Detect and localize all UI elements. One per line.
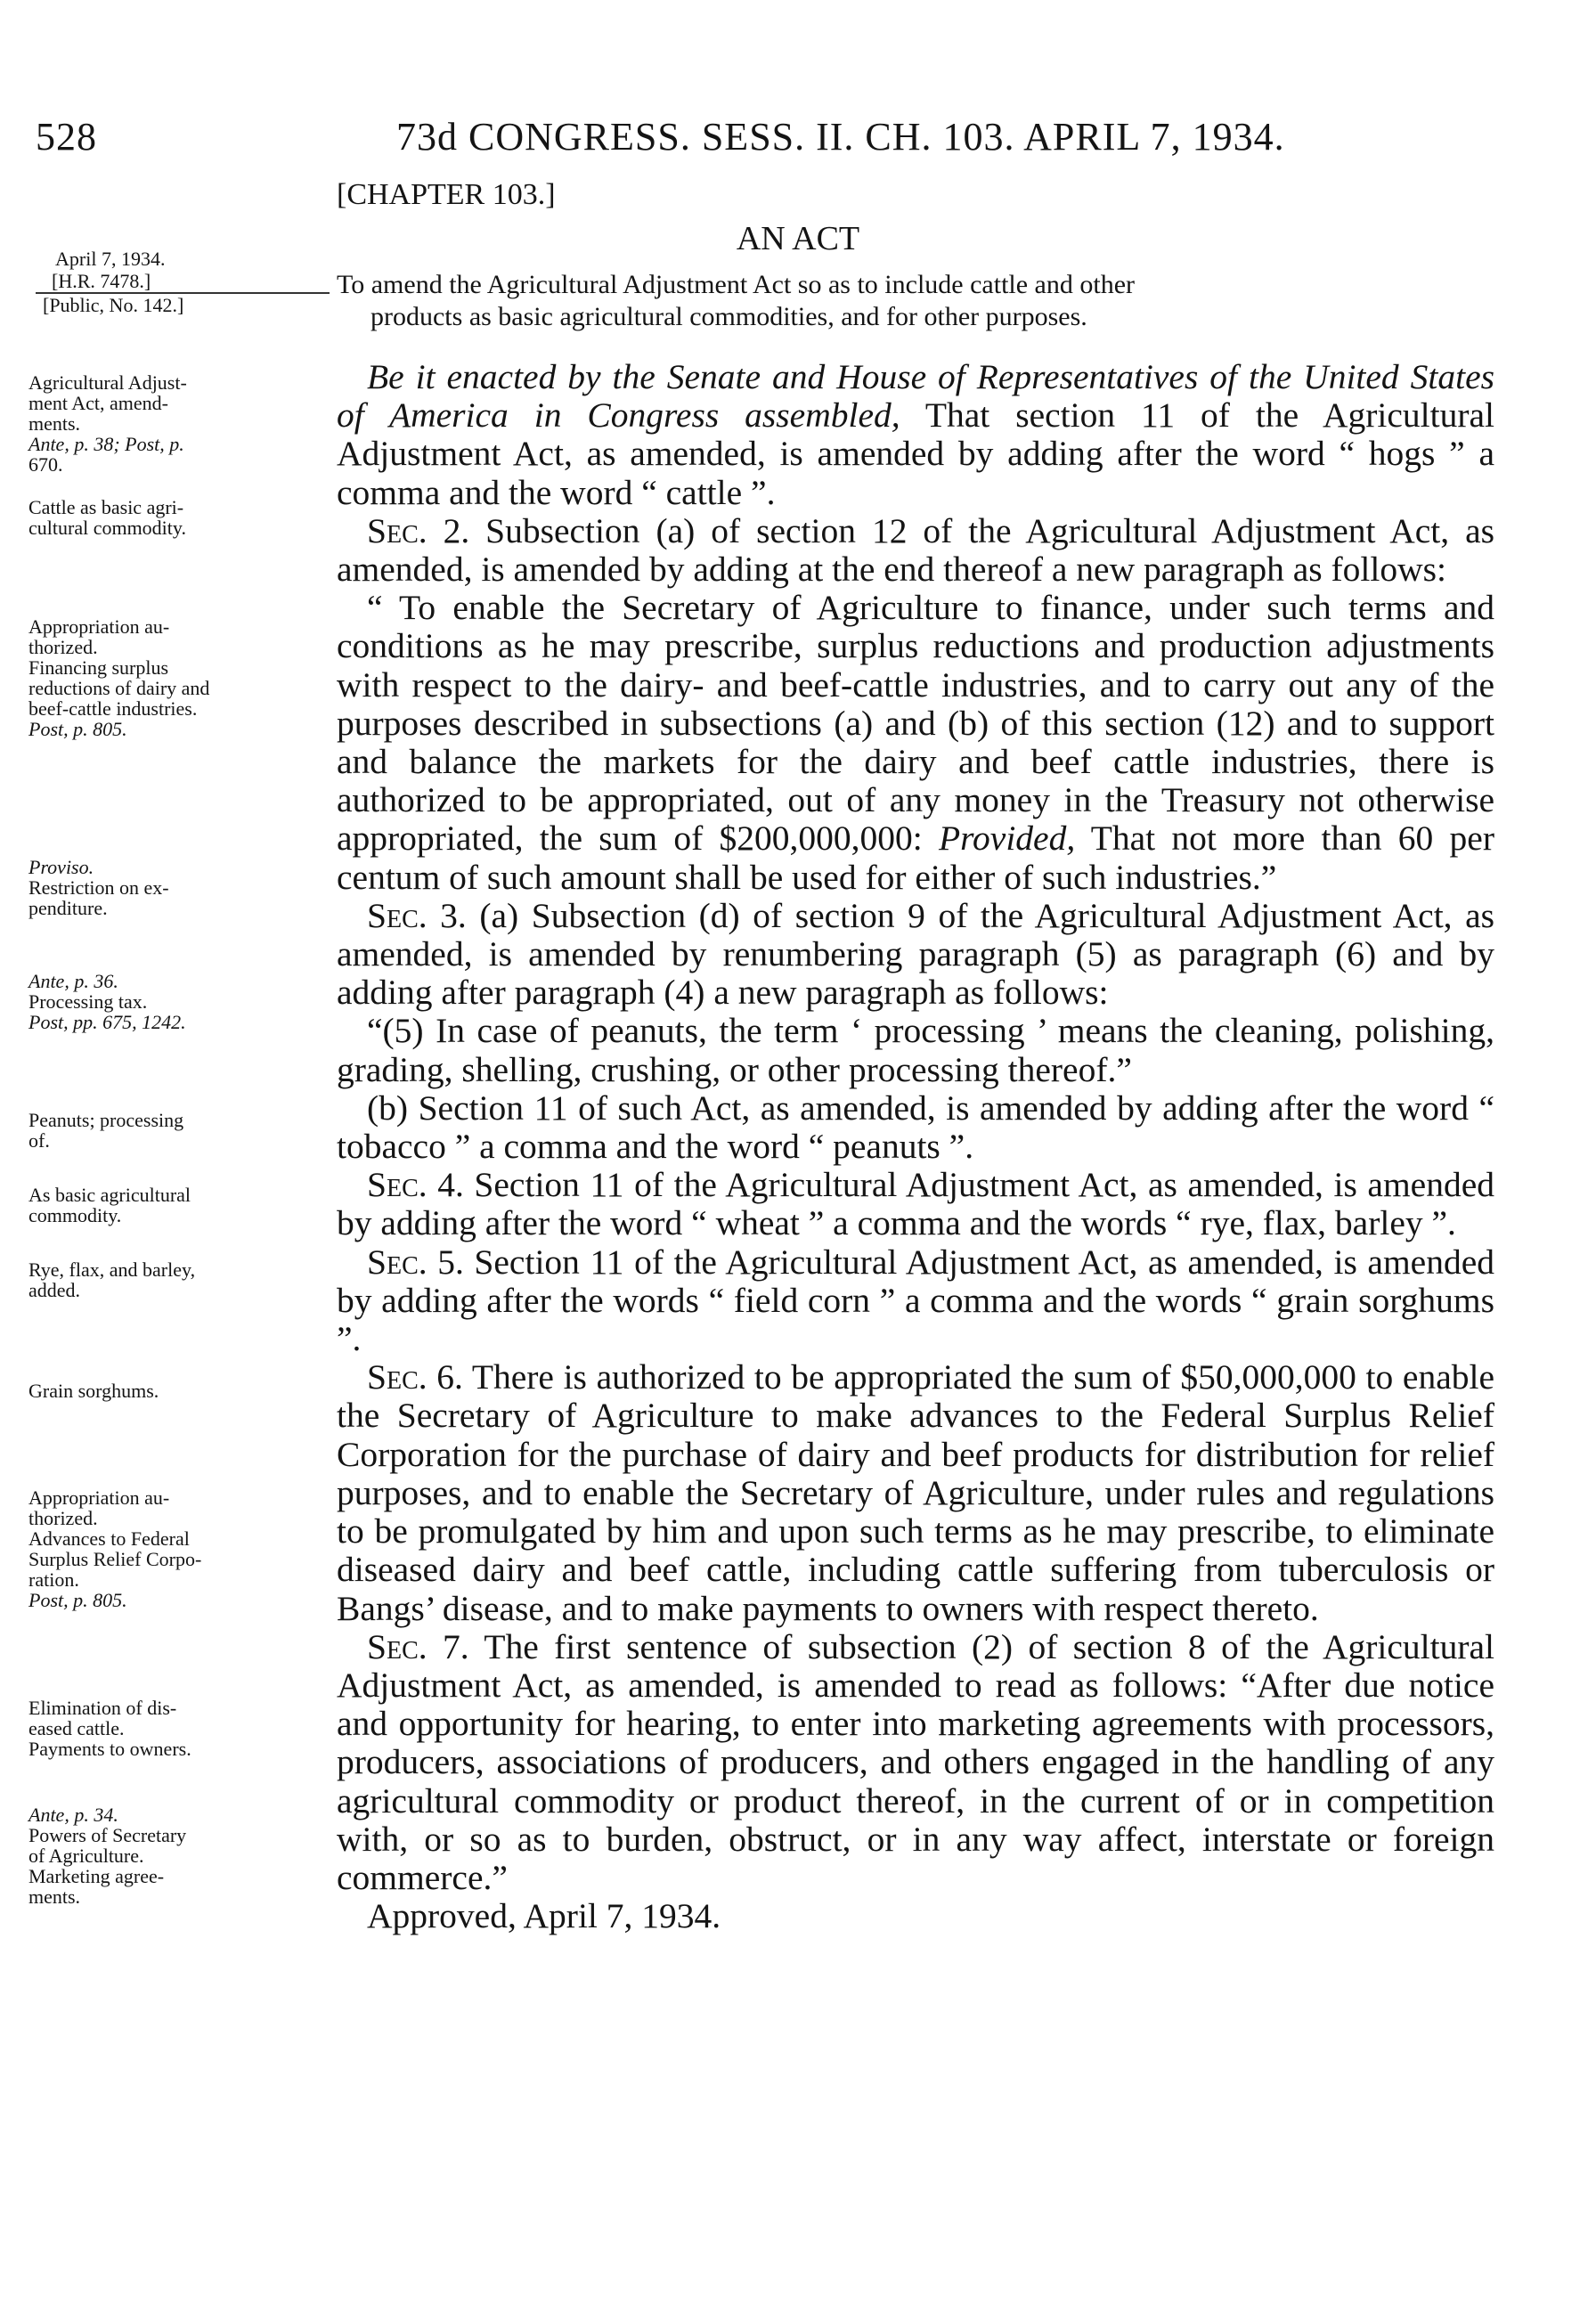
margin-note-line: Post, p. 805. <box>28 718 127 740</box>
section-2-quote-text: “ To enable the Secretary of Agriculture to finance, under such terms and conditions as he may prescribe, surplus reductions and production adjustments with respect to the dairy- and beef-cattle industries, and to carry out any of the purposes described in subsections (a) and (b) of this section (12) and to support and balance the markets for the dairy and beef cattle industries, there is authorized to be appropriated, out of any money in the Treasury not otherwise appropriated, the sum of $200,000,000: <box>337 588 1494 859</box>
margin-note-line: Post, pp. 675, 1242. <box>28 1011 186 1033</box>
section-3-quote <box>337 1012 1494 1088</box>
margin-note-line: of Agriculture. <box>28 1845 144 1867</box>
margin-note-line: As basic agricultural <box>28 1184 191 1206</box>
margin-note-adjustment-act <box>28 372 322 475</box>
margin-note-peanuts <box>28 1110 322 1151</box>
summary-line-1: To amend the Agricultural Adjustment Act so as to include cattle and other <box>337 270 1136 299</box>
section-6 <box>337 1358 1494 1627</box>
date-block <box>36 248 330 316</box>
margin-note-line: Post, p. 805. <box>28 1589 127 1611</box>
page-number: 528 <box>36 115 97 159</box>
margin-note-line: Rye, flax, and barley, <box>28 1258 196 1281</box>
margin-note-rye-flax-barley <box>28 1259 322 1300</box>
margin-note-line: Powers of Secretary <box>28 1824 187 1846</box>
act-heading: AN ACT <box>736 220 860 257</box>
margin-note-line: Surplus Relief Corpo- <box>28 1548 202 1570</box>
section-1-text: That section 11 of the Agricultural Adjustment Act, as amended, is amended by adding after the word “ hogs ” a comma and the word “ cattle ”. <box>337 395 1494 512</box>
proviso-word: Provided, <box>939 819 1076 859</box>
section-4-label: Sec. 4. <box>367 1165 464 1205</box>
section-2-quote-end: That not more than 60 per centum of such amount shall be used for either of such industries.” <box>337 819 1494 897</box>
margin-note-line: ment Act, amend- <box>28 392 169 414</box>
section-2 <box>337 512 1494 589</box>
section-3-quote-text: “(5) In case of peanuts, the term ‘ processing ’ means the cleaning, polishing, grading, shelling, crushing, or other processing thereof.” <box>337 1011 1494 1089</box>
margin-note-line: added. <box>28 1279 81 1301</box>
margin-note-line: cultural commodity. <box>28 517 186 539</box>
section-4 <box>337 1166 1494 1242</box>
margin-note-line: eased cattle. <box>28 1717 125 1739</box>
margin-note-line: Ante, p. 36. <box>28 970 118 992</box>
section-3 <box>337 897 1494 1013</box>
margin-note-line: Elimination of dis- <box>28 1697 177 1719</box>
section-4-text: Section 11 of the Agricultural Adjustment Act, as amended, is amended by adding after the word “ wheat ” a comma and the words “ rye, flax, barley ”. <box>337 1165 1494 1243</box>
running-title: 73d CONGRESS. SESS. II. CH. 103. APRIL 7, 1934. <box>396 115 1285 159</box>
section-3-label: Sec. 3. <box>367 895 467 935</box>
section-5 <box>337 1243 1494 1359</box>
section-2-text: Subsection (a) of section 12 of the Agricultural Adjustment Act, as amended, is amended by adding at the end thereof a new paragraph as follows: <box>337 510 1494 590</box>
margin-note-grain-sorghums <box>28 1380 322 1401</box>
margin-note-line: Advances to Federal <box>28 1527 190 1550</box>
section-5-text: Section 11 of the Agricultural Adjustment Act, as amended, is amended by adding after the words “ field corn ” a comma and the words “ grain sorghums ”. <box>337 1242 1494 1359</box>
bill-number: [H.R. 7478.] <box>36 270 330 294</box>
margin-note-processing-tax <box>28 971 322 1032</box>
margin-note-line: Ante, p. 38; Post, p. <box>28 433 184 455</box>
summary-line-2: products as basic agricultural commodities, and for other purposes. <box>370 302 1087 331</box>
act-summary <box>337 269 1503 333</box>
margin-note-line: Grain sorghums. <box>28 1380 159 1402</box>
section-7-text: The first sentence of subsection (2) of section 8 of the Agricultural Adjustment Act, as amended, is amended to read as follows: “After due notice and opportunity for hearing, to enter into marketing agreements with processors, producers, associations of producers, and others engaged in the handling of any agricultural commodity or product thereof, in the current of or in competition with, or so as to burden, obstruct, or in any way affect, interstate or foreign commerce.” <box>337 1626 1494 1897</box>
margin-note-appropriation <box>28 616 322 739</box>
margin-note-line: Cattle as basic agri- <box>28 496 184 518</box>
section-1 <box>337 358 1494 512</box>
public-law-number: [Public, No. 142.] <box>43 294 184 316</box>
running-header <box>0 114 1596 167</box>
section-2-quote <box>337 589 1494 897</box>
margin-note-line: penditure. <box>28 897 108 919</box>
section-6-text: There is authorized to be appropriated the sum of $50,000,000 to enable the Secretary of Agriculture to make advances to the Federal Surplus Relief Corporation for the purchase of dairy and beef products for distribution for relief purposes, and to enable the Secretary of Agriculture, under rules and regulations to be promulgated by him and upon such terms as he may prescribe, to eliminate diseased dairy and beef cattle, including cattle suffering from tuberculosis or Bangs’ disease, and to make payments to owners with respect thereto. <box>337 1357 1495 1628</box>
margin-note-line: thorized. <box>28 1507 98 1529</box>
margin-note-line: of. <box>28 1129 50 1152</box>
margin-note-line: Agricultural Adjust- <box>28 371 187 394</box>
margin-note-basic-commodity <box>28 1185 322 1226</box>
section-5-label: Sec. 5. <box>367 1242 464 1282</box>
section-6-label: Sec. 6. <box>367 1357 463 1397</box>
margin-note-line: Peanuts; processing <box>28 1109 184 1131</box>
margin-note-line: Appropriation au- <box>28 1486 170 1509</box>
margin-note-line: reductions of dairy and <box>28 677 210 699</box>
margin-note-line: Payments to owners. <box>28 1738 191 1760</box>
margin-note-marketing <box>28 1804 322 1907</box>
margin-note-line: ments. <box>28 1885 81 1908</box>
margin-note-line: Ante, p. 34. <box>28 1804 118 1826</box>
chapter-heading: [CHAPTER 103.] <box>337 178 556 211</box>
margin-note-line: Marketing agree- <box>28 1865 165 1887</box>
margin-note-line: thorized. <box>28 636 98 658</box>
enacting-clause: Be it enacted by the Senate and House of Representatives of the United States of America in Congress assembled, <box>337 357 1494 436</box>
section-7 <box>337 1628 1494 1897</box>
section-3-b-text: (b) Section 11 of such Act, as amended, is amended by adding after the word “ tobacco ” a comma and the word “ peanuts ”. <box>337 1087 1494 1167</box>
approval-line: Approved, April 7, 1934. <box>367 1896 721 1936</box>
section-3-b <box>337 1089 1494 1166</box>
margin-note-line: ments. <box>28 412 81 435</box>
act-body <box>337 358 1494 1935</box>
margin-note-elimination <box>28 1698 322 1759</box>
act-date: April 7, 1934. <box>55 248 166 270</box>
margin-note-line: commodity. <box>28 1204 122 1226</box>
margin-note-line: 670. <box>28 453 63 476</box>
section-7-label: Sec. 7. <box>367 1626 469 1666</box>
margin-note-line: ration. <box>28 1568 79 1591</box>
margin-note-appropriation-2 <box>28 1487 322 1610</box>
margin-note-line: Processing tax. <box>28 990 148 1013</box>
margin-note-line: Appropriation au- <box>28 615 170 638</box>
margin-note-cattle <box>28 497 322 538</box>
margin-note-proviso <box>28 857 322 918</box>
section-2-label: Sec. 2. <box>367 510 470 550</box>
margin-note-line: Restriction on ex- <box>28 876 169 899</box>
margin-note-line: Proviso. <box>28 856 94 878</box>
margin-note-line: beef-cattle industries. <box>28 697 198 720</box>
section-3-text: (a) Subsection (d) of section 9 of the Agricultural Adjustment Act, as amended, is amended by renumbering paragraph (5) as paragraph (6) and by adding after paragraph (4) a new paragraph as follows: <box>337 895 1495 1013</box>
margin-note-line: Financing surplus <box>28 656 169 679</box>
